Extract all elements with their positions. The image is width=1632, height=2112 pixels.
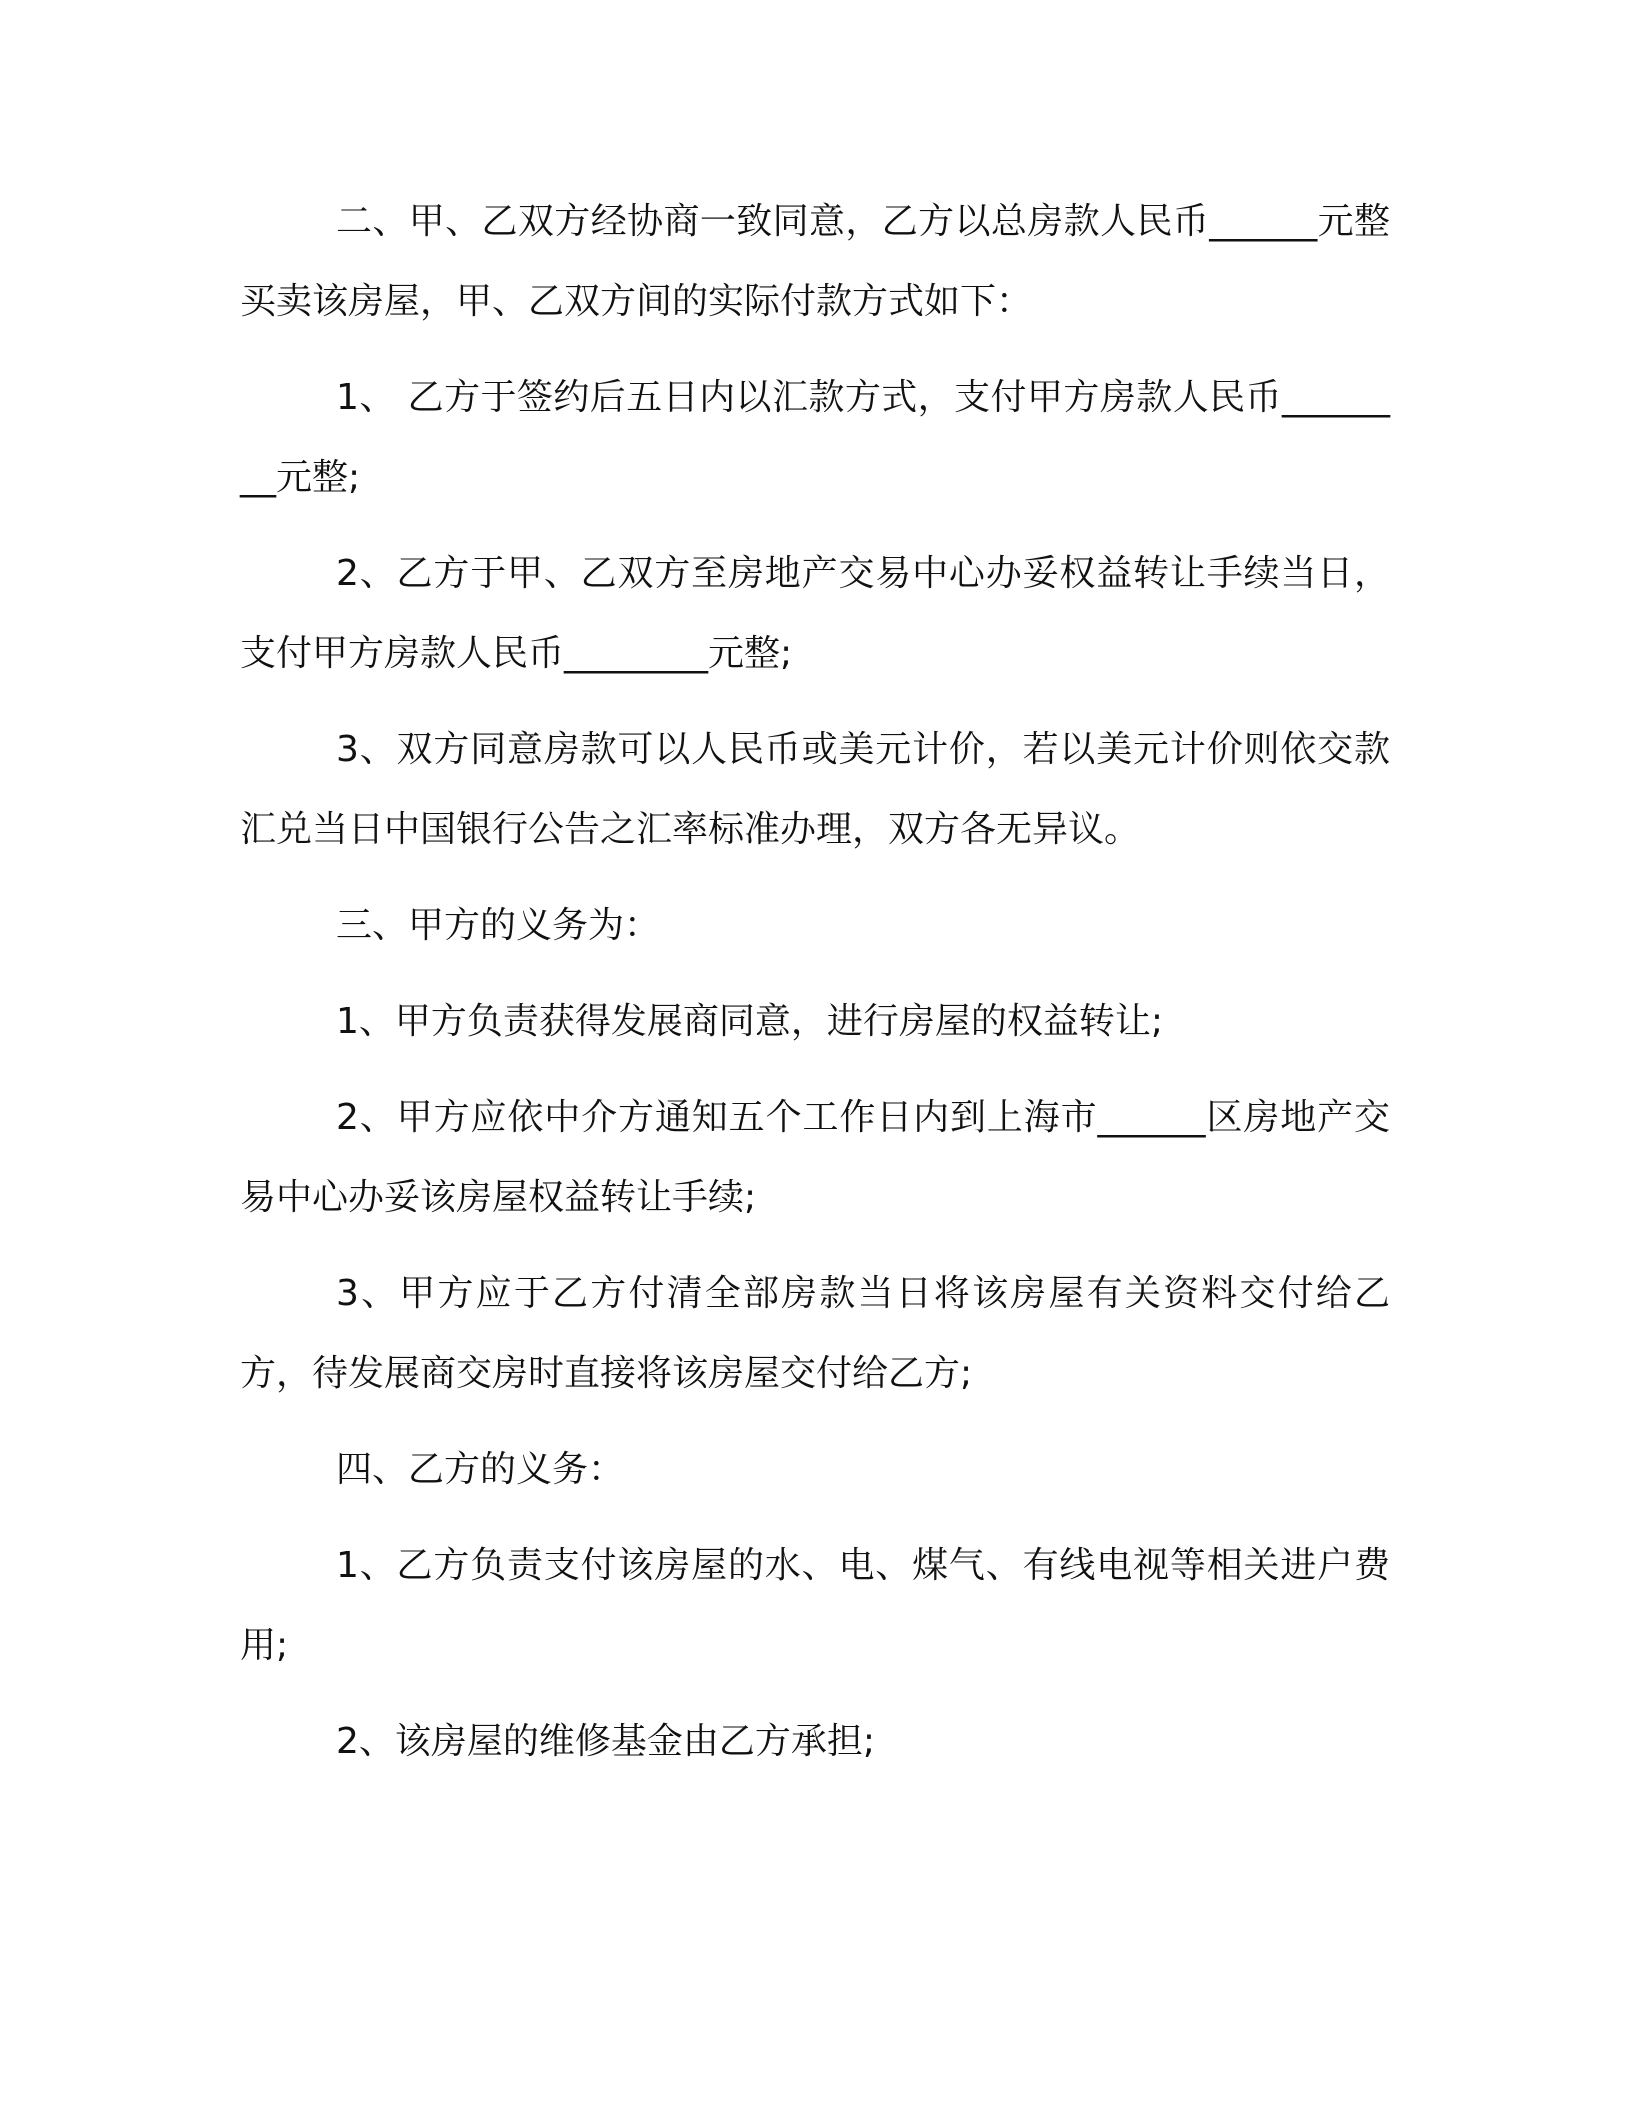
clause-4-item-2: 2、该房屋的维修基金由乙方承担;	[336, 1721, 876, 1762]
clause-2-item-3: 3、双方同意房款可以人民币或美元计价，若以美元计价则依交款汇兑当日中国银行公告之汇率标准办理，双方各无异议。	[240, 729, 1390, 850]
clause-4-item-1: 1、乙方负责支付该房屋的水、电、煤气、有线电视等相关进户费用;	[240, 1545, 1390, 1666]
clause-3-heading: 三、甲方的义务为：	[336, 905, 661, 946]
clause-3-item-1: 1、甲方负责获得发展商同意，进行房屋的权益转让;	[336, 1001, 1164, 1042]
clause-2-item-1: 1、 乙方于签约后五日内以汇款方式，支付甲方房款人民币________元整;	[240, 377, 1390, 498]
clause-4-heading: 四、乙方的义务：	[336, 1449, 625, 1490]
clause-3-item-3: 3、甲方应于乙方付清全部房款当日将该房屋有关资料交付给乙方，待发展商交房时直接将该房屋交付给乙方;	[240, 1273, 1390, 1394]
clause-2-item-2: 2、乙方于甲、乙双方至房地产交易中心办妥权益转让手续当日，支付甲方房款人民币________元整;	[240, 553, 1390, 674]
document-body	[240, 182, 1390, 1798]
clause-3-item-2: 2、甲方应依中介方通知五个工作日内到上海市______区房地产交易中心办妥该房屋权益转让手续;	[240, 1097, 1390, 1218]
clause-2-payment-terms: 二、甲、乙双方经协商一致同意，乙方以总房款人民币______元整买卖该房屋，甲、乙双方间的实际付款方式如下：	[240, 201, 1390, 322]
